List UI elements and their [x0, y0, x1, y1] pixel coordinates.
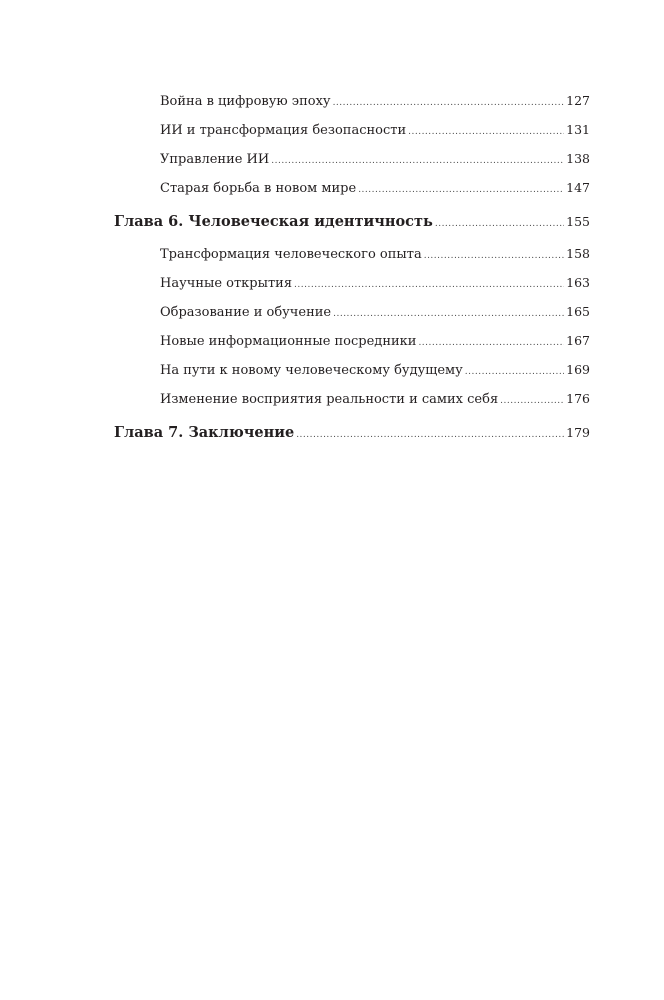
toc-entry-title: Трансформация человеческого опыта — [160, 247, 422, 262]
toc-entry-education — [160, 304, 590, 320]
toc-entry-ai-governance — [160, 151, 590, 167]
toc-entry-human-future — [160, 362, 590, 378]
toc-entry-reality-perception — [160, 391, 590, 407]
toc-chapter-title: Глава 7. Заключение — [114, 424, 295, 441]
toc-entry-info-intermediaries — [160, 333, 590, 349]
toc-leader-dots — [296, 430, 564, 440]
toc-chapter-6 — [114, 213, 590, 230]
toc-leader-dots — [435, 219, 564, 229]
toc-entry-title: Научные открытия — [160, 276, 293, 291]
toc-chapter-7 — [114, 424, 590, 441]
toc-entry-page: 138 — [566, 151, 590, 166]
toc-entry-scientific-discoveries — [160, 275, 590, 291]
toc-entry-page: 158 — [566, 246, 590, 261]
toc-leader-dots — [465, 367, 564, 377]
toc-chapter-page: 179 — [566, 425, 590, 440]
toc-leader-dots — [424, 251, 564, 261]
toc-leader-dots — [418, 338, 564, 348]
toc-leader-dots — [358, 185, 564, 195]
toc-entry-page: 169 — [566, 362, 590, 377]
toc-entry-title: Образование и обучение — [160, 305, 332, 320]
toc-entry-old-struggle — [160, 180, 590, 196]
toc-leader-dots — [408, 127, 564, 137]
toc-entry-page: 163 — [566, 275, 590, 290]
toc-entry-title: ИИ и трансформация безопасности — [160, 123, 407, 138]
toc-chapter-title: Глава 6. Человеческая идентичность — [114, 213, 433, 230]
toc-entry-war-digital-era — [160, 93, 590, 109]
toc-entry-page: 176 — [566, 391, 590, 406]
toc-leader-dots — [271, 156, 564, 166]
toc-entry-title: Изменение восприятия реальности и самих себя — [160, 392, 499, 407]
toc-leader-dots — [333, 98, 565, 108]
toc-entry-title: Старая борьба в новом мире — [160, 181, 357, 196]
toc-leader-dots — [500, 396, 564, 406]
toc-entry-page: 165 — [566, 304, 590, 319]
toc-entry-title: На пути к новому человеческому будущему — [160, 363, 463, 378]
toc-entry-page: 127 — [566, 93, 590, 108]
toc-entry-page: 167 — [566, 333, 590, 348]
toc-chapter-page: 155 — [566, 214, 590, 229]
toc-entry-human-experience — [160, 246, 590, 262]
toc-entry-title: Новые информационные посредники — [160, 334, 417, 349]
toc-entry-page: 147 — [566, 180, 590, 195]
toc-entry-page: 131 — [566, 122, 590, 137]
toc-leader-dots — [294, 280, 564, 290]
toc-entry-title: Управление ИИ — [160, 152, 270, 167]
toc-entry-title: Война в цифровую эпоху — [160, 94, 331, 109]
toc-entry-ai-security — [160, 122, 590, 138]
toc-leader-dots — [333, 309, 564, 319]
